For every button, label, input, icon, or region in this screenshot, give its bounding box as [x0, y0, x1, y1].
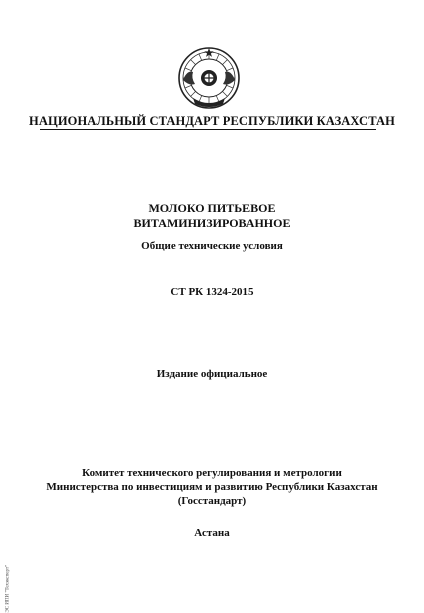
- document-title-line-1: МОЛОКО ПИТЬЕВОЕ: [148, 201, 276, 215]
- document-designation: СТ РК 1324-2015: [170, 286, 254, 298]
- publisher-line-3: (Госстандарт): [177, 495, 247, 507]
- state-emblem-icon: [177, 46, 241, 110]
- header-title: НАЦИОНАЛЬНЫЙ СТАНДАРТ РЕСПУБЛИКИ КАЗАХСТАН: [29, 114, 395, 128]
- side-watermark-note: ЭС ИПИ "Техэксперт": [5, 564, 11, 613]
- publisher-block: [0, 466, 424, 508]
- document-subtitle: Общие технические условия: [141, 240, 283, 252]
- publisher-city: Астана: [194, 527, 230, 539]
- header-divider: [40, 129, 376, 130]
- publisher-line-2: Министерства по инвестициям и развитию Республики Казахстан: [46, 481, 378, 493]
- document-title: [0, 201, 424, 231]
- document-title-line-2: ВИТАМИНИЗИРОВАННОЕ: [133, 216, 291, 230]
- publisher-line-1: Комитет технического регулирования и метрологии: [82, 467, 342, 479]
- edition-note: Издание официальное: [156, 368, 268, 380]
